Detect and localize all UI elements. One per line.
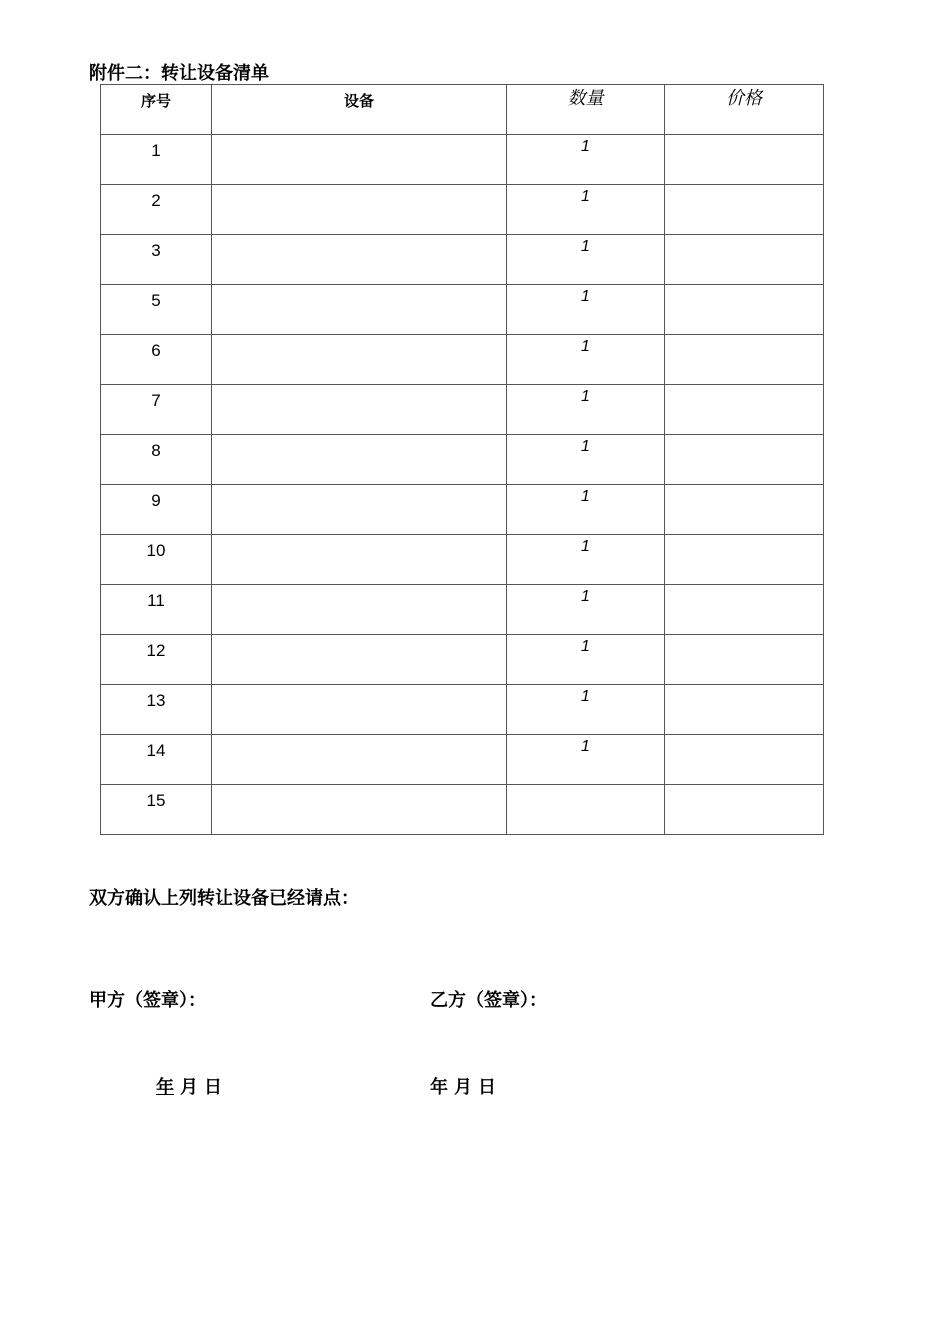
- cell-price-text: [665, 685, 823, 690]
- cell-seq: [101, 385, 212, 435]
- cell-price: [665, 385, 824, 435]
- cell-price-text: [665, 585, 823, 590]
- header-price: 价格: [665, 85, 824, 135]
- date-month-label: 月: [180, 1077, 198, 1098]
- cell-quantity: [507, 735, 665, 785]
- cell-quantity-text: 1: [581, 288, 590, 305]
- cell-price: [665, 635, 824, 685]
- cell-device: [212, 585, 507, 635]
- cell-device: [212, 235, 507, 285]
- cell-seq-text: 14: [146, 741, 166, 760]
- cell-device-text: [212, 385, 506, 390]
- cell-seq: [101, 185, 212, 235]
- cell-device: [212, 535, 507, 585]
- cell-quantity-text: 1: [581, 438, 590, 455]
- cell-quantity-text: 1: [581, 538, 590, 555]
- table-header-row: [101, 85, 824, 135]
- cell-quantity-text: 1: [581, 738, 590, 755]
- cell-seq-text: 8: [151, 441, 161, 460]
- table-row: [101, 535, 824, 585]
- cell-device: [212, 435, 507, 485]
- cell-quantity: [507, 135, 665, 185]
- cell-seq: [101, 635, 212, 685]
- cell-price: [665, 785, 824, 835]
- cell-quantity: [507, 235, 665, 285]
- cell-quantity: [507, 685, 665, 735]
- cell-device-text: [212, 735, 506, 740]
- cell-seq-text: 9: [151, 491, 161, 510]
- cell-quantity: [507, 435, 665, 485]
- cell-price: [665, 685, 824, 735]
- date-day-label: 日: [204, 1077, 222, 1098]
- cell-quantity-text: 1: [581, 338, 590, 355]
- header-device: 设备: [212, 85, 507, 135]
- cell-quantity-text: 1: [581, 388, 590, 405]
- table-row: [101, 485, 824, 535]
- cell-device: [212, 735, 507, 785]
- cell-seq: [101, 335, 212, 385]
- cell-price: [665, 735, 824, 785]
- cell-seq: [101, 485, 212, 535]
- cell-device: [212, 335, 507, 385]
- cell-quantity-text: 1: [581, 188, 590, 205]
- cell-price: [665, 235, 824, 285]
- cell-quantity: [507, 585, 665, 635]
- cell-seq: [101, 135, 212, 185]
- cell-quantity: [507, 185, 665, 235]
- cell-device-text: [212, 185, 506, 190]
- cell-device-text: [212, 535, 506, 540]
- cell-device-text: [212, 585, 506, 590]
- document-title: 附件二：转让设备清单: [89, 63, 269, 84]
- cell-seq-text: 15: [146, 791, 166, 810]
- table-row: [101, 435, 824, 485]
- cell-seq-text: 5: [151, 291, 161, 310]
- cell-price: [665, 535, 824, 585]
- cell-price-text: [665, 785, 823, 790]
- cell-seq: [101, 535, 212, 585]
- cell-seq: [101, 685, 212, 735]
- table-row: [101, 785, 824, 835]
- cell-seq: [101, 735, 212, 785]
- party-b-signature-label: 乙方（签章）：: [430, 990, 547, 1011]
- date-year-label: 年: [156, 1077, 174, 1098]
- cell-seq-text: 3: [151, 241, 161, 260]
- cell-price: [665, 585, 824, 635]
- table-row: [101, 685, 824, 735]
- table-row: [101, 635, 824, 685]
- party-b-date: [430, 1076, 496, 1100]
- cell-device: [212, 135, 507, 185]
- cell-price-text: [665, 535, 823, 540]
- cell-quantity-text: 1: [581, 688, 590, 705]
- party-a-date: [156, 1076, 222, 1100]
- cell-price-text: [665, 635, 823, 640]
- cell-quantity-text: 1: [581, 588, 590, 605]
- table-body: [101, 135, 824, 835]
- cell-price-text: [665, 285, 823, 290]
- cell-quantity: [507, 785, 665, 835]
- cell-price: [665, 435, 824, 485]
- date-month-label: 月: [454, 1077, 472, 1098]
- cell-price: [665, 485, 824, 535]
- table-row: [101, 185, 824, 235]
- cell-device-text: [212, 235, 506, 240]
- cell-device-text: [212, 435, 506, 440]
- cell-quantity: [507, 485, 665, 535]
- cell-seq-text: 11: [147, 591, 165, 610]
- cell-seq: [101, 785, 212, 835]
- cell-quantity: [507, 535, 665, 585]
- cell-price-text: [665, 435, 823, 440]
- party-a-signature-label: 甲方（签章）：: [89, 990, 206, 1011]
- cell-price-text: [665, 735, 823, 740]
- cell-device-text: [212, 485, 506, 490]
- cell-seq-text: 13: [146, 691, 166, 710]
- cell-device-text: [212, 635, 506, 640]
- table-row: [101, 335, 824, 385]
- table-row: [101, 135, 824, 185]
- cell-quantity-text: 1: [581, 488, 590, 505]
- cell-seq: [101, 235, 212, 285]
- cell-seq-text: 2: [151, 191, 161, 210]
- cell-seq: [101, 435, 212, 485]
- table-row: [101, 285, 824, 335]
- cell-quantity-text: 1: [581, 638, 590, 655]
- cell-device-text: [212, 785, 506, 790]
- cell-price-text: [665, 235, 823, 240]
- cell-quantity: [507, 285, 665, 335]
- cell-quantity-text: [507, 785, 664, 787]
- table-row: [101, 585, 824, 635]
- cell-device: [212, 685, 507, 735]
- cell-price: [665, 335, 824, 385]
- cell-price-text: [665, 335, 823, 340]
- cell-device-text: [212, 335, 506, 340]
- cell-device: [212, 385, 507, 435]
- confirmation-text: 双方确认上列转让设备已经请点：: [89, 888, 359, 909]
- table-row: [101, 235, 824, 285]
- cell-price-text: [665, 385, 823, 390]
- cell-device: [212, 785, 507, 835]
- cell-seq: [101, 585, 212, 635]
- table-row: [101, 385, 824, 435]
- cell-price-text: [665, 185, 823, 190]
- cell-device: [212, 185, 507, 235]
- cell-quantity: [507, 335, 665, 385]
- cell-seq-text: 12: [146, 641, 166, 660]
- cell-quantity-text: 1: [581, 138, 590, 155]
- table-row: [101, 735, 824, 785]
- cell-device-text: [212, 685, 506, 690]
- cell-device: [212, 285, 507, 335]
- cell-seq-text: 6: [151, 341, 161, 360]
- cell-device-text: [212, 135, 506, 140]
- date-day-label: 日: [478, 1077, 496, 1098]
- cell-seq-text: 1: [151, 141, 161, 160]
- cell-device: [212, 485, 507, 535]
- cell-quantity: [507, 385, 665, 435]
- date-year-label: 年: [430, 1077, 448, 1098]
- cell-price: [665, 285, 824, 335]
- cell-device-text: [212, 285, 506, 290]
- cell-seq-text: 7: [151, 391, 161, 410]
- header-quantity: 数量: [507, 85, 665, 135]
- cell-seq-text: 10: [146, 541, 166, 560]
- cell-device: [212, 635, 507, 685]
- cell-price-text: [665, 135, 823, 140]
- cell-price: [665, 135, 824, 185]
- cell-seq: [101, 285, 212, 335]
- cell-quantity: [507, 635, 665, 685]
- equipment-list-table: [100, 84, 824, 835]
- header-seq: 序号: [101, 85, 212, 135]
- cell-quantity-text: 1: [581, 238, 590, 255]
- cell-price: [665, 185, 824, 235]
- cell-price-text: [665, 485, 823, 490]
